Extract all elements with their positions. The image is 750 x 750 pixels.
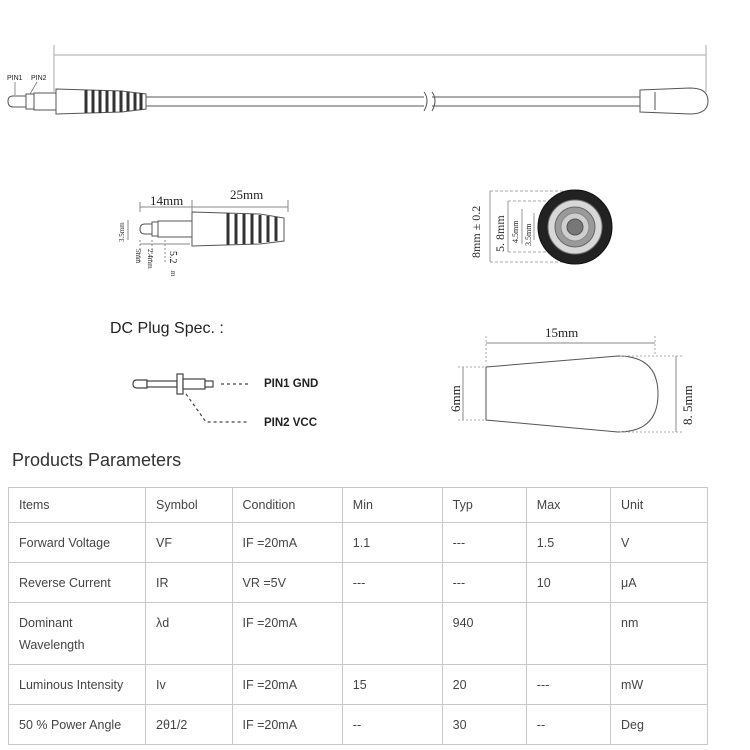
cell-condition: VR =5V [232,563,342,603]
cell-max: --- [526,665,610,705]
dim-5-8mm: 5. 8mm [493,215,507,252]
cell-item: Reverse Current [9,563,146,603]
col-typ: Typ [442,488,526,523]
cell-condition: IF =20mA [232,523,342,563]
head-front-view [490,190,612,264]
col-symbol: Symbol [146,488,233,523]
cell-unit: mW [611,665,708,705]
cell-min: --- [342,563,442,603]
cell-min: 1.1 [342,523,442,563]
dim-25mm: 25mm [230,187,264,202]
cell-symbol: 2θ1/2 [146,705,233,745]
cell-max: -- [526,705,610,745]
cell-unit: V [611,523,708,563]
cell-symbol: Iv [146,665,233,705]
cell-typ: 20 [442,665,526,705]
pin1-label: PIN1 [7,75,23,82]
dim-5-2: 5.2 [167,251,178,264]
dim-2-4mm: 2.4mm [146,249,154,269]
dim-4-5mm: 4.5mm [511,220,520,243]
cell-typ: --- [442,523,526,563]
dc-pin1-gnd: PIN1 GND [264,378,319,390]
cell-item: Luminous Intensity [9,665,146,705]
table-row [9,665,708,705]
dim-5mm: 5mm [134,249,142,264]
cell-max: 1.5 [526,523,610,563]
col-min: Min [342,488,442,523]
cell-unit: nm [611,603,708,665]
dim-15mm: 15mm [545,325,579,340]
cell-condition: IF =20mA [232,705,342,745]
cell-typ: 940 [442,603,526,665]
pin2-label: PIN2 [31,75,47,82]
cell-condition: IF =20mA [232,603,342,665]
dc-pin2-vcc: PIN2 VCC [264,417,318,429]
cell-typ: --- [442,563,526,603]
cell-typ: 30 [442,705,526,745]
dim-14mm: 14mm [150,193,184,208]
col-items: Items [9,488,146,523]
cell-max [526,603,610,665]
table-row [9,523,708,563]
cell-item: Forward Voltage [9,523,146,563]
cell-min [342,603,442,665]
cable-overview-drawing [8,45,708,114]
col-max: Max [526,488,610,523]
parameters-heading: Products Parameters [12,450,182,470]
dim-3-5mm: 3.5mm [118,222,126,242]
cell-item: 50 % Power Angle [9,705,146,745]
cell-unit: μA [611,563,708,603]
col-condition: Condition [232,488,342,523]
dim-8-5mm: 8. 5mm [680,385,695,425]
col-unit: Unit [611,488,708,523]
table-row [9,563,708,603]
dim-3-5mm-inner: 3.5mm [524,223,533,246]
head-side-view [458,336,682,432]
dim-8mm: 8mm ± 0.2 [469,205,483,258]
parameters-table [8,487,708,745]
table-header-row [9,488,708,523]
cell-symbol: λd [146,603,233,665]
cell-min: -- [342,705,442,745]
dc-plug-title: DC Plug Spec. : [110,320,224,337]
table-row [9,603,708,665]
dc-plug-symbol [133,374,248,422]
dim-5-2-unit: m [169,271,177,277]
cell-symbol: IR [146,563,233,603]
table-row [9,705,708,745]
cell-min: 15 [342,665,442,705]
cell-symbol: VF [146,523,233,563]
cell-unit: Deg [611,705,708,745]
cell-condition: IF =20mA [232,665,342,705]
dim-6mm: 6mm [448,385,463,412]
cell-max: 10 [526,563,610,603]
cell-item: Dominant Wavelength [9,603,146,665]
